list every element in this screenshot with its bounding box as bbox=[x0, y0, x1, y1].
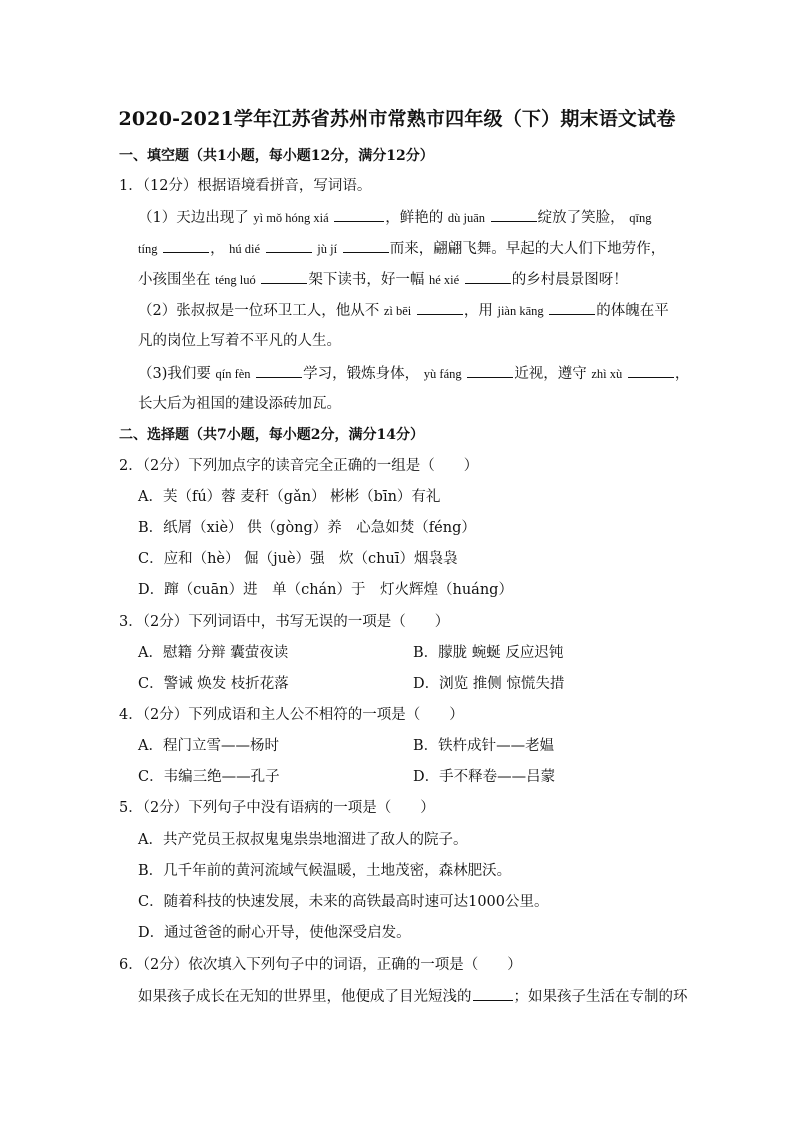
q2-option-c[interactable]: C．应和（hè） 倔（juè）强 炊（chuī）烟袅袅 bbox=[138, 551, 458, 567]
question-6-stem: 6．（2分）依次填入下列句子中的词语，正确的一项是（ ） bbox=[119, 957, 522, 973]
question-3-stem: 3．（2分）下列词语中，书写无误的一项是（ ） bbox=[119, 614, 450, 630]
q5-option-b[interactable]: B．几千年前的黄河流域气候温暖，土地茂密，森林肥沃。 bbox=[138, 863, 512, 879]
answer-blank[interactable] bbox=[473, 986, 513, 1001]
q3-option-d[interactable]: D．浏览 推侧 惊慌失措 bbox=[413, 676, 565, 692]
answer-blank[interactable] bbox=[628, 363, 674, 378]
q1-part1-line3 bbox=[138, 269, 628, 290]
q6-passage-line1 bbox=[138, 986, 688, 1007]
q1-text: 架下读书，好一幅 bbox=[308, 272, 425, 288]
q1-text: 近视，遵守 bbox=[514, 366, 587, 382]
q4-option-c[interactable]: C．韦编三绝——孔子 bbox=[138, 769, 280, 785]
answer-blank[interactable] bbox=[163, 238, 209, 253]
pinyin-hint: zhì xù bbox=[591, 367, 623, 381]
pinyin-hint: dù juān bbox=[447, 211, 486, 225]
q1-text: （3)我们要 bbox=[138, 366, 211, 382]
q1-part1-line2: tíng ， hú dié jù jí 而来，翩翩飞舞。早起的大人们下地劳作， bbox=[138, 238, 665, 259]
q1-part3-line2: 长大后为祖国的建设添砖加瓦。 bbox=[138, 396, 341, 412]
q6-text: 如果孩子成长在无知的世界里，他便成了目光短浅的 bbox=[138, 989, 472, 1005]
q1-part2-line2: 凡的岗位上写着不平凡的人生。 bbox=[138, 333, 341, 349]
q2-option-d[interactable]: D．蹿（cuān）进 单（chán）于 灯火辉煌（huáng） bbox=[138, 582, 513, 598]
answer-blank[interactable] bbox=[417, 300, 463, 315]
q4-option-a[interactable]: A．程门立雪——杨时 bbox=[138, 738, 279, 754]
q2-option-a[interactable]: A．芙（fú）蓉 麦秆（gǎn） 彬彬（bīn）有礼 bbox=[138, 489, 441, 505]
q3-option-b[interactable]: B．朦胧 蜿蜒 反应迟钝 bbox=[413, 645, 564, 661]
pinyin-hint: qín fèn bbox=[215, 367, 251, 381]
answer-blank[interactable] bbox=[256, 363, 302, 378]
q3-option-c[interactable]: C．警诫 焕发 枝折花落 bbox=[138, 676, 289, 692]
answer-blank[interactable] bbox=[465, 269, 511, 284]
pinyin-hint: yì mǒ hóng xiá bbox=[253, 211, 329, 225]
pinyin-hint: téng luó bbox=[215, 273, 256, 287]
q1-text: 小孩围坐在 bbox=[138, 272, 211, 288]
pinyin-hint: zì bēi bbox=[383, 304, 412, 318]
section-heading-choice: 二、选择题（共7小题，每小题2分，满分14分） bbox=[119, 427, 424, 443]
q5-option-c[interactable]: C．随着科技的快速发展，未来的高铁最高时速可达1000公里。 bbox=[138, 894, 549, 910]
q1-text: 而来，翩翩飞舞。早起的大人们下地劳作， bbox=[389, 241, 666, 257]
question-5-stem: 5．（2分）下列句子中没有语病的一项是（ ） bbox=[119, 800, 435, 816]
answer-blank[interactable] bbox=[343, 238, 389, 253]
q6-text: ；如果孩子生活在专制的环 bbox=[513, 989, 688, 1005]
q1-text: ，用 bbox=[463, 303, 493, 319]
pinyin-hint: hú dié bbox=[229, 242, 261, 256]
q1-text: （1）天边出现了 bbox=[138, 210, 249, 226]
q1-text: （2）张叔叔是一位环卫工人，他从不 bbox=[138, 303, 380, 319]
pinyin-hint: hé xié bbox=[428, 273, 460, 287]
q4-option-d[interactable]: D．手不释卷——吕蒙 bbox=[413, 769, 556, 785]
q1-text: ， bbox=[674, 366, 690, 382]
pinyin-hint: yù fáng bbox=[423, 367, 462, 381]
q4-option-b[interactable]: B．铁杵成针——老媪 bbox=[413, 738, 555, 754]
q1-text: 绽放了笑脸， bbox=[537, 210, 625, 226]
answer-blank[interactable] bbox=[549, 300, 595, 315]
q5-option-a[interactable]: A．共产党员王叔叔鬼鬼祟祟地溜进了敌人的院子。 bbox=[138, 832, 468, 848]
q3-option-a[interactable]: A．慰籍 分辩 囊萤夜读 bbox=[138, 645, 289, 661]
pinyin-hint: jiàn kāng bbox=[497, 304, 544, 318]
answer-blank[interactable] bbox=[266, 238, 312, 253]
pinyin-hint: tíng bbox=[138, 242, 158, 256]
q1-part2-line1 bbox=[138, 300, 669, 321]
pinyin-hint: qīng bbox=[629, 211, 652, 225]
answer-blank[interactable] bbox=[261, 269, 307, 284]
answer-blank[interactable] bbox=[467, 363, 513, 378]
answer-blank[interactable] bbox=[334, 207, 384, 222]
question-1-stem: 1．（12分）根据语境看拼音，写词语。 bbox=[119, 178, 372, 194]
q1-text: ，鲜艳的 bbox=[385, 210, 444, 226]
q1-part1-line1 bbox=[138, 207, 652, 228]
q1-part3-line1 bbox=[138, 363, 689, 384]
question-4-stem: 4．（2分）下列成语和主人公不相符的一项是（ ） bbox=[119, 707, 464, 723]
q2-option-b[interactable]: B．纸屑（xiè） 供（gòng）养 心急如焚（féng） bbox=[138, 520, 476, 536]
pinyin-hint: jù jí bbox=[317, 242, 338, 256]
q1-text: 的乡村晨景图呀！ bbox=[511, 272, 628, 288]
q5-option-d[interactable]: D．通过爸爸的耐心开导，使他深受启发。 bbox=[138, 925, 411, 941]
answer-blank[interactable] bbox=[491, 207, 537, 222]
q1-text: 的体魄在平 bbox=[596, 303, 669, 319]
question-2-stem: 2．（2分）下列加点字的读音完全正确的一组是（ ） bbox=[119, 458, 479, 474]
section-heading-fill-in: 一、填空题（共1小题，每小题12分，满分12分） bbox=[119, 148, 434, 164]
exam-title: 2020-2021学年江苏省苏州市常熟市四年级（下）期末语文试卷 bbox=[118, 108, 676, 130]
q1-text: 学习，锻炼身体， bbox=[303, 366, 420, 382]
